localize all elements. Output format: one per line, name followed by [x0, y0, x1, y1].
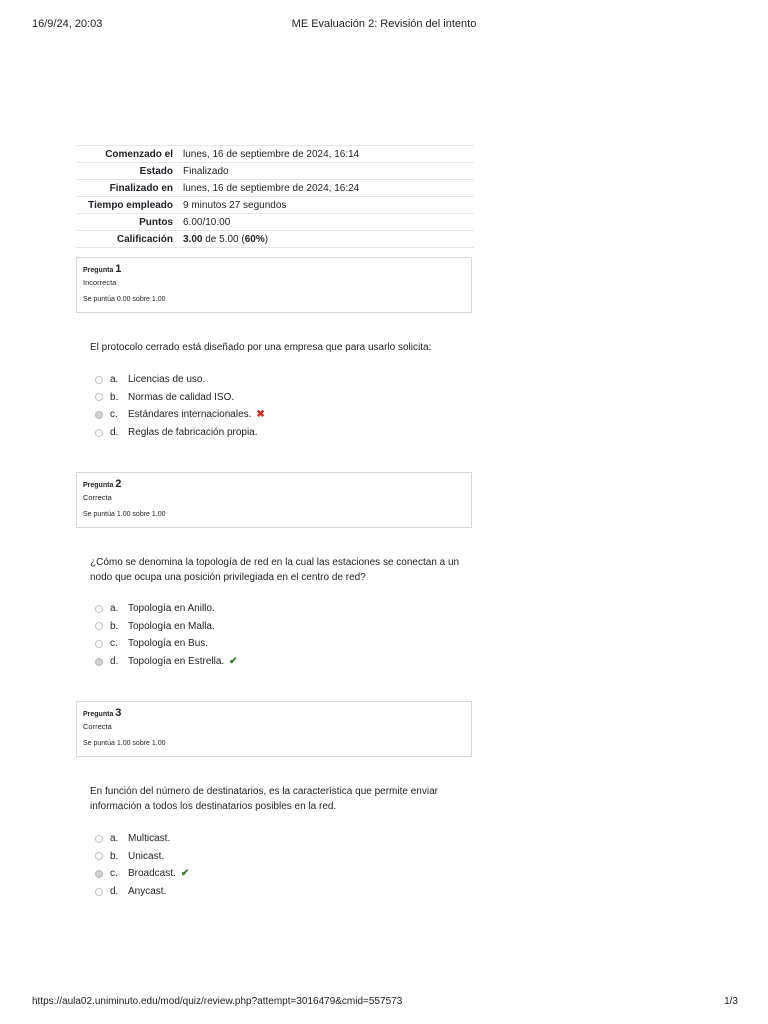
question-info-3 [76, 701, 472, 757]
answer-list-3 [95, 830, 189, 900]
summary-label: Puntos [139, 216, 173, 228]
radio-button[interactable] [95, 835, 103, 843]
answer-option[interactable]: b. Topología en Malla. [95, 618, 238, 636]
answer-option[interactable]: d. Reglas de fabricación propia. [95, 424, 265, 442]
answer-option-selected[interactable]: d. Topología en Estrella. ✔ [95, 653, 238, 671]
cross-icon: ✖ [256, 409, 265, 421]
answer-option[interactable]: b. Unicast. [95, 848, 189, 866]
question-grade: Se puntúa 1.00 sobre 1.00 [83, 511, 166, 518]
answer-list-1 [95, 371, 265, 441]
answer-option[interactable]: a. Multicast. [95, 830, 189, 848]
answer-option-selected[interactable]: c. Estándares internacionales. ✖ [95, 406, 265, 424]
question-info-1 [76, 257, 472, 313]
radio-button[interactable] [95, 376, 103, 384]
answer-option[interactable]: d. Anycast. [95, 883, 189, 901]
question-number: Pregunta 3 [83, 707, 122, 719]
grade-scale: de 5.00 ( [202, 233, 245, 245]
summary-value: lunes, 16 de septiembre de 2024, 16:24 [183, 182, 360, 194]
radio-button[interactable] [95, 429, 103, 437]
question-text-2: ¿Cómo se denomina la topología de red en la cual las estaciones se conectan a un nodo que ocupa una posición privilegiada en el centro de red? [90, 557, 460, 583]
grade-close: ) [264, 233, 269, 245]
question-text-1: El protocolo cerrado está diseñado por una empresa que para usarlo solicita: [90, 342, 432, 353]
summary-value: Finalizado [183, 165, 229, 177]
question-number: Pregunta 1 [83, 263, 122, 275]
summary-label: Tiempo empleado [88, 199, 173, 211]
answer-option[interactable]: b. Normas de calidad ISO. [95, 389, 265, 407]
question-info-2 [76, 472, 472, 528]
summary-label: Estado [139, 165, 173, 177]
summary-row [76, 197, 474, 214]
summary-row [76, 146, 474, 163]
radio-button-selected[interactable] [95, 411, 103, 419]
grade-score: 3.00 [183, 233, 203, 245]
question-state: Incorrecta [83, 278, 117, 287]
summary-value: 9 minutos 27 segundos [183, 199, 287, 211]
summary-row [76, 231, 474, 248]
grade-percent: 60% [244, 233, 265, 245]
radio-button[interactable] [95, 640, 103, 648]
summary-row [76, 214, 474, 231]
question-text-3: En función del número de destinatarios, es la característica que permite enviar información a todos los destinatarios posibles en la red. [90, 786, 438, 812]
answer-option[interactable]: a. Licencias de uso. [95, 371, 265, 389]
print-header-date: 16/9/24, 20:03 [32, 18, 103, 30]
summary-label: Calificación [116, 233, 173, 245]
answer-option[interactable]: a. Topología en Anillo. [95, 600, 238, 618]
radio-button-selected[interactable] [95, 870, 103, 878]
question-number: Pregunta 2 [83, 478, 122, 490]
check-icon: ✔ [180, 868, 190, 880]
attempt-summary-table [76, 145, 474, 248]
radio-button[interactable] [95, 393, 103, 401]
summary-label: Finalizado en [109, 182, 173, 194]
question-state: Correcta [83, 493, 112, 502]
answer-option[interactable]: c. Topología en Bus. [95, 635, 238, 653]
summary-value: lunes, 16 de septiembre de 2024, 16:14 [183, 148, 360, 160]
answer-list-2 [95, 600, 238, 670]
print-footer-url: https://aula02.uniminuto.edu/mod/quiz/review.php?attempt=3016479&cmid=557573 [32, 996, 403, 1007]
radio-button-selected[interactable] [95, 658, 103, 666]
summary-row [76, 180, 474, 197]
radio-button[interactable] [95, 622, 103, 630]
check-icon: ✔ [229, 656, 238, 668]
radio-button[interactable] [95, 888, 103, 896]
summary-value: 6.00/10.00 [183, 216, 231, 228]
print-header-title: ME Evaluación 2: Revisión del intento [291, 18, 477, 30]
question-state: Correcta [83, 722, 112, 731]
radio-button[interactable] [95, 852, 103, 860]
summary-row [76, 163, 474, 180]
question-grade: Se puntúa 1.00 sobre 1.00 [83, 740, 166, 747]
answer-option-selected[interactable]: c. Broadcast. ✔ [95, 865, 189, 883]
summary-value-grade [179, 231, 474, 248]
question-grade: Se puntúa 0.00 sobre 1.00 [83, 296, 166, 303]
print-footer-page: 1/3 [724, 996, 738, 1007]
radio-button[interactable] [95, 605, 103, 613]
summary-label: Comenzado el [105, 148, 173, 160]
